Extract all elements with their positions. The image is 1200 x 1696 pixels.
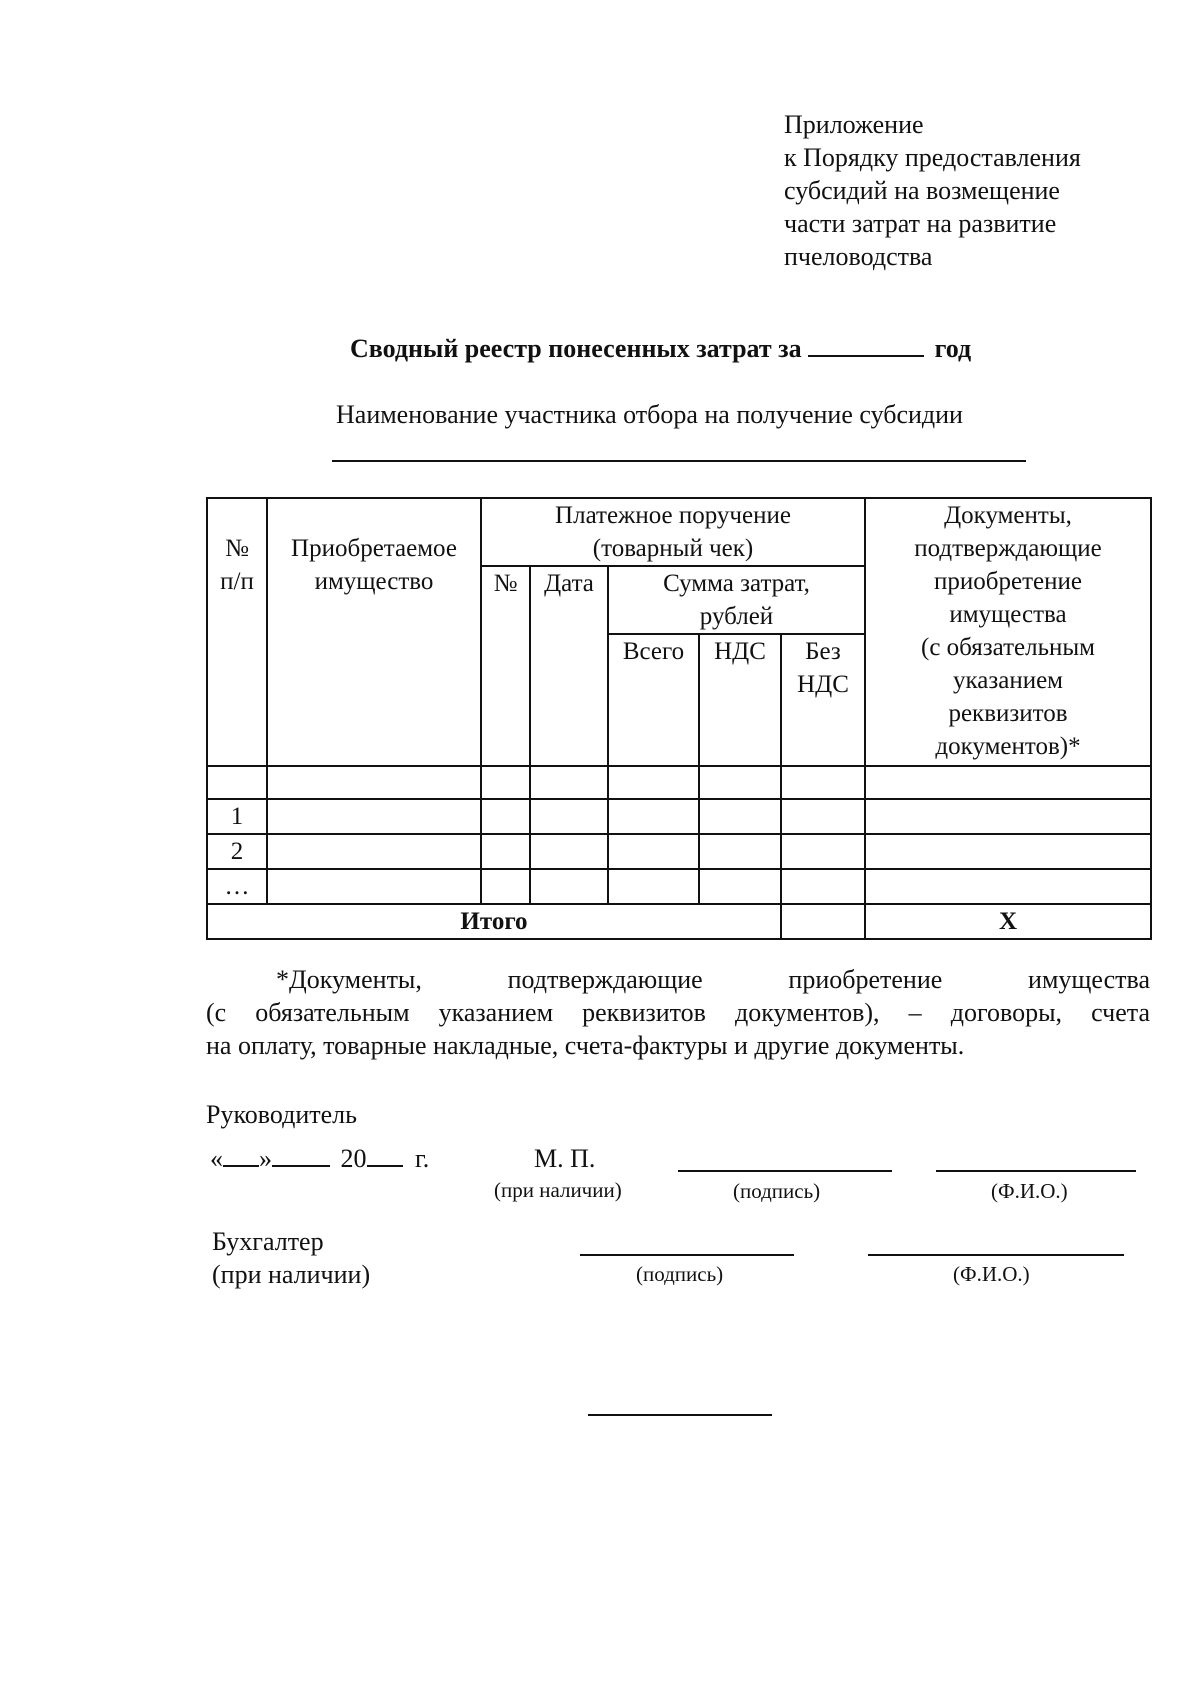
header-sum-line: рублей (699, 603, 774, 630)
closing-rule (588, 1414, 772, 1416)
accountant-fio-caption: (Ф.И.О.) (953, 1262, 1030, 1286)
row-cell[interactable] (267, 766, 481, 799)
row-num-cell: 1 (207, 799, 267, 834)
table-row (207, 766, 1151, 799)
row-cell[interactable] (865, 799, 1151, 834)
header-documents-line: (с обязательным (921, 634, 1095, 661)
row-cell[interactable] (865, 869, 1151, 904)
date-open-quote: « (210, 1144, 223, 1173)
header-total: Всего (608, 634, 699, 766)
row-cell[interactable] (781, 766, 865, 799)
header-payment-order (481, 498, 865, 566)
year-suffix: г. (415, 1144, 430, 1173)
header-num-line: п/п (220, 568, 254, 595)
month-blank[interactable] (272, 1165, 330, 1167)
total-label: Итого (207, 904, 781, 939)
accountant-fio-line[interactable] (868, 1254, 1124, 1256)
footnote (206, 963, 1150, 1062)
row-cell[interactable] (608, 834, 699, 869)
footnote-line: на оплату, товарные накладные, счета-фактуры и другие документы. (206, 1031, 965, 1060)
header-vat: НДС (699, 634, 781, 766)
annex-line: к Порядку предоставления (784, 143, 1081, 172)
row-num-cell: … (207, 869, 267, 904)
row-cell[interactable] (699, 869, 781, 904)
header-without-vat-line: НДС (797, 671, 849, 698)
stamp-label: М. П. (534, 1144, 596, 1173)
header-num-line: № (225, 535, 249, 562)
header-without-vat (781, 634, 865, 766)
row-cell[interactable] (781, 869, 865, 904)
row-num-cell (207, 766, 267, 799)
head-fio-line[interactable] (936, 1170, 1136, 1172)
footnote-line: (с обязательным указанием реквизитов документов), – договоры, счета (206, 998, 1150, 1027)
header-sum-line: Сумма затрат, (663, 570, 810, 597)
head-label: Руководитель (206, 1100, 357, 1129)
header-property-line: имущество (314, 568, 434, 595)
row-cell[interactable] (781, 834, 865, 869)
row-cell[interactable] (781, 799, 865, 834)
date-field (210, 1142, 429, 1175)
accountant-signature-caption: (подпись) (636, 1262, 724, 1286)
row-cell[interactable] (865, 766, 1151, 799)
head-fio-caption: (Ф.И.О.) (991, 1179, 1068, 1203)
row-cell[interactable] (608, 799, 699, 834)
year-blank[interactable] (808, 355, 924, 357)
table-row (207, 799, 1151, 834)
header-documents-line: подтверждающие (914, 535, 1102, 562)
title-suffix: год (934, 334, 972, 363)
header-documents (865, 498, 1151, 766)
header-documents-line: приобретение (934, 568, 1082, 595)
annex-line: субсидий на возмещение (784, 176, 1060, 205)
row-cell[interactable] (699, 834, 781, 869)
row-cell[interactable] (530, 766, 608, 799)
accountant-signature-line[interactable] (580, 1254, 794, 1256)
head-signature-line[interactable] (678, 1170, 892, 1172)
total-mark: X (865, 904, 1151, 939)
row-cell[interactable] (608, 766, 699, 799)
header-num (207, 498, 267, 766)
accountant-note: (при наличии) (212, 1260, 371, 1289)
annex-block (784, 108, 1081, 273)
header-property-line: Приобретаемое (291, 535, 457, 562)
annex-line: части затрат на развитие (784, 209, 1057, 238)
header-property (267, 498, 481, 766)
row-cell[interactable] (699, 766, 781, 799)
row-cell[interactable] (481, 869, 530, 904)
header-sum (608, 566, 865, 634)
row-cell[interactable] (865, 834, 1151, 869)
row-cell[interactable] (608, 869, 699, 904)
header-po-date: Дата (530, 566, 608, 766)
header-documents-line: реквизитов (948, 700, 1068, 727)
header-payment-order-line: Платежное поручение (555, 502, 791, 529)
table-row (207, 869, 1151, 904)
year-short-blank[interactable] (367, 1165, 403, 1167)
title-prefix: Сводный реестр понесенных затрат за (350, 334, 802, 363)
head-signature-caption: (подпись) (733, 1179, 821, 1203)
participant-name-line[interactable] (332, 460, 1026, 462)
annex-line: Приложение (784, 110, 924, 139)
header-po-num: № (481, 566, 530, 766)
document-title (350, 334, 971, 364)
header-without-vat-line: Без (805, 638, 841, 665)
header-documents-line: Документы, (944, 502, 1072, 529)
date-close-quote: » (259, 1144, 272, 1173)
stamp-note: (при наличии) (494, 1178, 622, 1202)
row-cell[interactable] (267, 869, 481, 904)
row-cell[interactable] (481, 799, 530, 834)
total-without-vat-cell[interactable] (781, 904, 865, 939)
row-num-cell: 2 (207, 834, 267, 869)
annex-line: пчеловодства (784, 242, 933, 271)
row-cell[interactable] (267, 799, 481, 834)
row-cell[interactable] (481, 834, 530, 869)
row-cell[interactable] (530, 799, 608, 834)
accountant-label: Бухгалтер (212, 1227, 324, 1256)
row-cell[interactable] (530, 834, 608, 869)
header-payment-order-line: (товарный чек) (592, 535, 754, 562)
table-row (207, 834, 1151, 869)
row-cell[interactable] (699, 799, 781, 834)
row-cell[interactable] (267, 834, 481, 869)
header-documents-line: документов)* (935, 733, 1081, 760)
year-prefix: 20 (340, 1144, 367, 1173)
participant-label: Наименование участника отбора на получение субсидии (336, 400, 963, 429)
footnote-line: *Документы, подтверждающие приобретение имущества (276, 965, 1150, 994)
total-row (207, 904, 1151, 939)
header-documents-line: имущества (949, 601, 1067, 628)
header-documents-line: указанием (952, 667, 1063, 694)
row-cell[interactable] (481, 766, 530, 799)
registry-table (206, 497, 1152, 940)
day-blank[interactable] (223, 1165, 259, 1167)
row-cell[interactable] (530, 869, 608, 904)
